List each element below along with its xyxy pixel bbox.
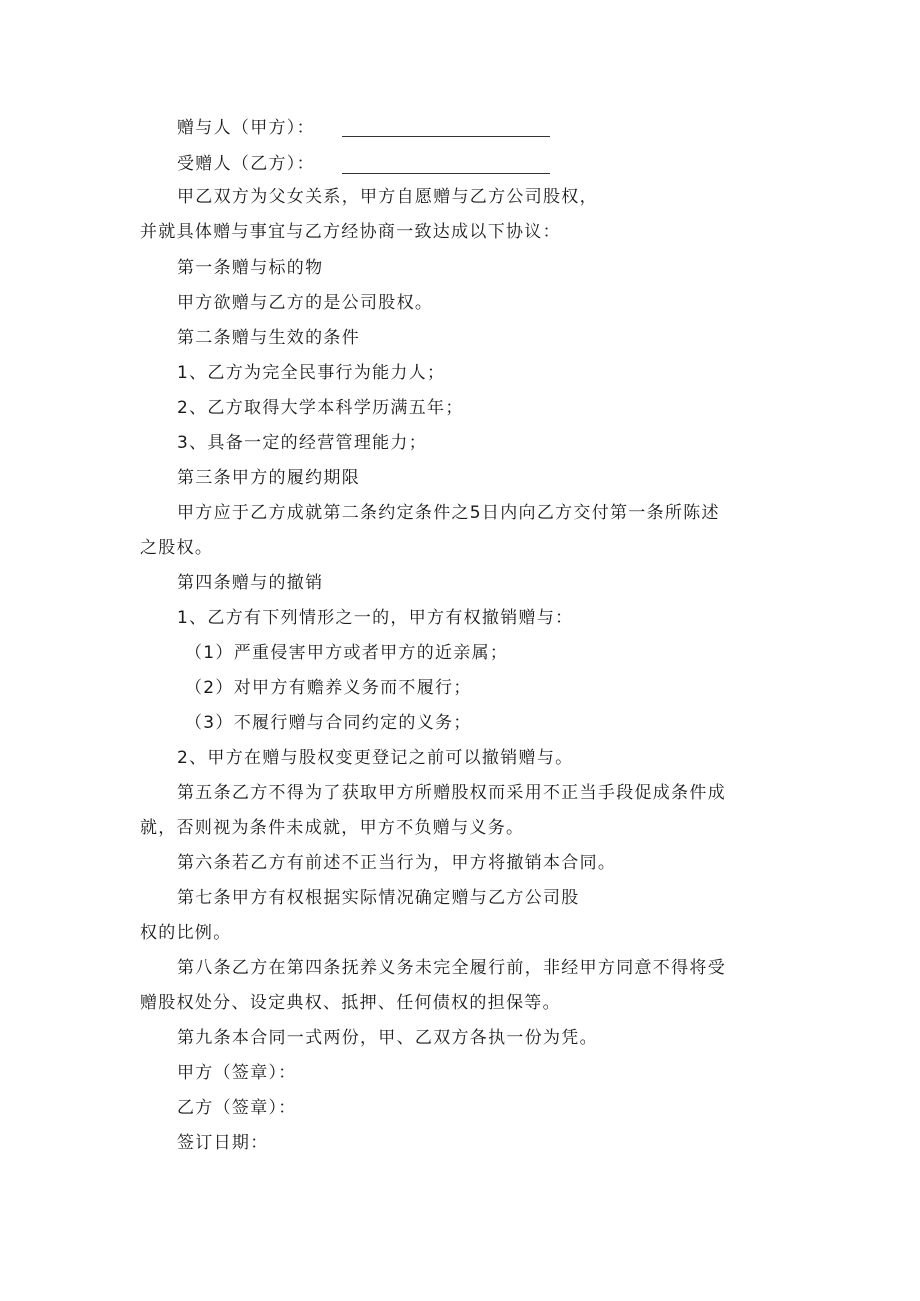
article4-item-2: 2、甲方在赠与股权变更登记之前可以撤销赠与。 (177, 748, 574, 768)
article4-subitem: （3）不履行赠与合同约定的义务； (185, 713, 472, 733)
article2-item: 2、乙方取得大学本科学历满五年； (177, 398, 464, 418)
article4-subitem: （1）严重侵害甲方或者甲方的近亲属； (185, 643, 509, 663)
article7-line-2: 权的比例。 (140, 923, 232, 943)
donor-label: 赠与人（甲方）： (177, 118, 315, 138)
party-b-signature: 乙方（签章）： (177, 1098, 297, 1118)
donee-blank-line[interactable] (342, 173, 550, 174)
article3-line-1: 甲方应于乙方成就第二条约定条件之5日内向乙方交付第一条所陈述 (177, 503, 720, 523)
intro-line-2: 并就具体赠与事宜与乙方经协商一致达成以下协议： (140, 222, 561, 242)
article9-text: 第九条本合同一式两份，甲、乙双方各执一份为凭。 (177, 1028, 598, 1048)
article3-line-2: 之股权。 (140, 538, 214, 558)
article1-title: 第一条赠与标的物 (177, 258, 324, 278)
signing-date: 签订日期： (177, 1133, 269, 1153)
party-a-signature: 甲方（签章）： (177, 1063, 297, 1083)
intro-line-1: 甲乙双方为父女关系，甲方自愿赠与乙方公司股权， (177, 187, 598, 207)
article2-item: 1、乙方为完全民事行为能力人； (177, 363, 446, 383)
article1-text: 甲方欲赠与乙方的是公司股权。 (177, 293, 434, 313)
article7-line-1: 第七条甲方有权根据实际情况确定赠与乙方公司股 (177, 888, 580, 908)
article8-line-2: 赠股权处分、设定典权、抵押、任何债权的担保等。 (140, 993, 561, 1013)
article4-title: 第四条赠与的撤销 (177, 573, 324, 593)
article4-subitem: （2）对甲方有赡养义务而不履行； (185, 678, 472, 698)
article4-item-1: 1、乙方有下列情形之一的，甲方有权撤销赠与： (177, 608, 574, 628)
donee-label: 受赠人（乙方）： (177, 154, 315, 174)
article2-title: 第二条赠与生效的条件 (177, 328, 360, 348)
article6-text: 第六条若乙方有前述不正当行为，甲方将撤销本合同。 (177, 853, 617, 873)
article5-line-2: 就，否则视为条件未成就，甲方不负赠与义务。 (140, 818, 525, 838)
article2-item: 3、具备一定的经营管理能力； (177, 433, 428, 453)
article5-line-1: 第五条乙方不得为了获取甲方所赠股权而采用不正当手段促成条件成 (177, 783, 726, 803)
article8-line-1: 第八条乙方在第四条抚养义务未完全履行前，非经甲方同意不得将受 (177, 958, 726, 978)
donor-blank-line[interactable] (342, 136, 550, 137)
article3-title: 第三条甲方的履约期限 (177, 468, 360, 488)
